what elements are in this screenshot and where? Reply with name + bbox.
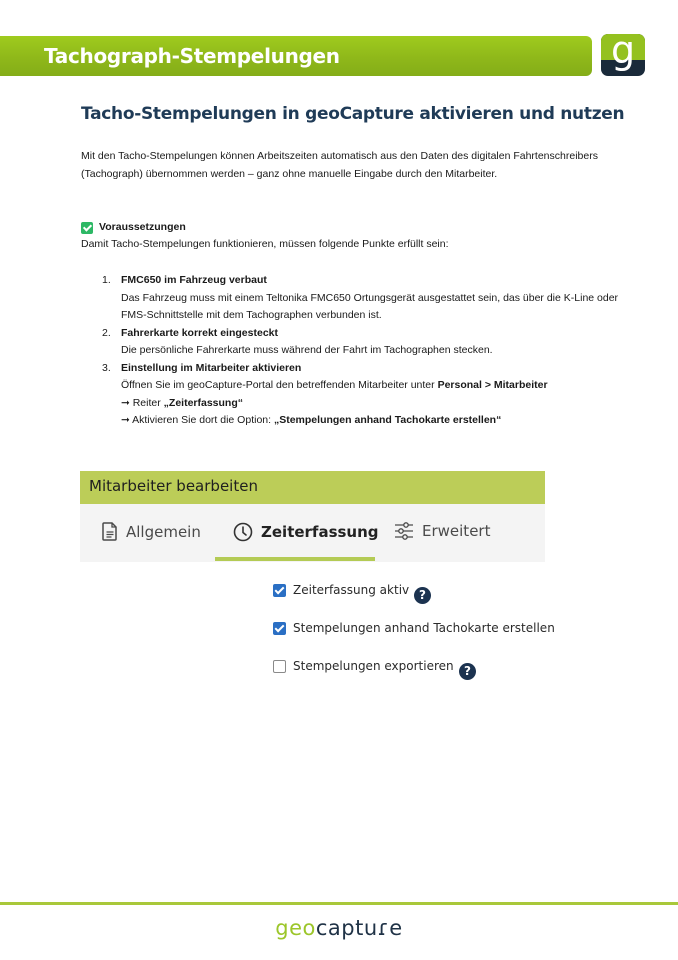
document-icon xyxy=(102,522,118,541)
document-title: Tachograph-Stempelungen xyxy=(44,44,340,68)
tab-zeiterfassung[interactable]: Zeiterfassung xyxy=(233,522,379,542)
footer-divider xyxy=(0,902,678,905)
check-mark-button-icon xyxy=(81,222,93,234)
requirements-heading: Voraussetzungen xyxy=(81,219,186,237)
instruction-step: ➞ Reiter „Zeiterfassung“ xyxy=(121,396,244,409)
panel-title: Mitarbeiter bearbeiten xyxy=(80,471,545,504)
list-item: 2. Fahrerkarte korrekt eingesteckt Die persönliche Fahrerkarte muss während der Fahrt im Tachographen stecken. xyxy=(102,326,493,356)
geocapture-logo-icon: g xyxy=(601,34,645,76)
intro-paragraph: Mit den Tacho-Stempelungen können Arbeitszeiten automatisch aus den Daten des digitalen Fahrtenschreibers (Tachograph) übernommen werden – ganz ohne manuelle Eingabe durch den Mitarbeiter. xyxy=(81,150,598,180)
page-heading: Tacho-Stempelungen in geoCapture aktivieren und nutzen xyxy=(81,104,625,124)
tab-bar xyxy=(80,504,545,562)
clock-icon xyxy=(233,522,253,542)
active-tab-indicator xyxy=(215,557,375,561)
list-item-text: Die persönliche Fahrerkarte muss während der Fahrt im Tachographen stecken. xyxy=(121,344,493,356)
option-zeiterfassung-aktiv[interactable]: Zeiterfassung aktiv xyxy=(273,583,409,597)
list-item-text: Das Fahrzeug muss mit einem Teltonika FMC650 Ortungsgerät ausgestattet sein, das über die K-Line oder FMS-Schnittstelle mit dem Tachographen verbunden ist. xyxy=(121,291,619,321)
instruction-step: ➞ Aktivieren Sie dort die Option: „Stempelungen anhand Tachokarte erstellen“ xyxy=(121,414,502,426)
help-icon[interactable]: ? xyxy=(459,663,476,680)
help-icon[interactable]: ? xyxy=(414,587,431,604)
list-item: 3. Einstellung im Mitarbeiter aktivieren Öffnen Sie im geoCapture-Portal den betreffenden Mitarbeiter unter Personal > Mitarbeiter ➞ Reiter „Zeiterfassung“ ➞ Aktivieren Sie dort die Option: „Stempelungen anhand Tachokarte erstellen“ xyxy=(102,360,622,430)
tab-erweitert[interactable]: Erweitert xyxy=(394,522,490,540)
checkbox-unchecked[interactable] xyxy=(273,660,286,673)
list-item-title: FMC650 im Fahrzeug verbaut xyxy=(121,274,267,286)
list-item-title: Einstellung im Mitarbeiter aktivieren xyxy=(121,361,302,374)
list-item-text: Öffnen Sie im geoCapture-Portal den betreffenden Mitarbeiter unter Personal > Mitarbeiter xyxy=(121,379,548,391)
option-stempelungen-tachokarte[interactable]: Stempelungen anhand Tachokarte erstellen xyxy=(273,621,555,635)
title-bar xyxy=(0,36,592,76)
requirements-subtitle: Damit Tacho-Stempelungen funktionieren, müssen folgende Punkte erfüllt sein: xyxy=(81,238,449,250)
option-stempelungen-exportieren[interactable]: Stempelungen exportieren xyxy=(273,659,454,673)
list-item: 1. FMC650 im Fahrzeug verbaut Das Fahrzeug muss mit einem Teltonika FMC650 Ortungsgerät ausgestattet sein, das über die K-Line oder FMS-Schnittstelle mit dem Tachographen verbunden ist. xyxy=(102,274,619,321)
employee-edit-panel xyxy=(80,471,545,562)
list-item-title: Fahrerkarte korrekt eingesteckt xyxy=(121,326,278,339)
checkbox-checked[interactable] xyxy=(273,622,286,635)
sliders-icon xyxy=(394,522,414,540)
tab-allgemein[interactable]: Allgemein xyxy=(102,522,201,541)
checkbox-checked[interactable] xyxy=(273,584,286,597)
requirements-list xyxy=(102,272,622,430)
footer-logo: geocaptuɾe xyxy=(275,916,403,940)
